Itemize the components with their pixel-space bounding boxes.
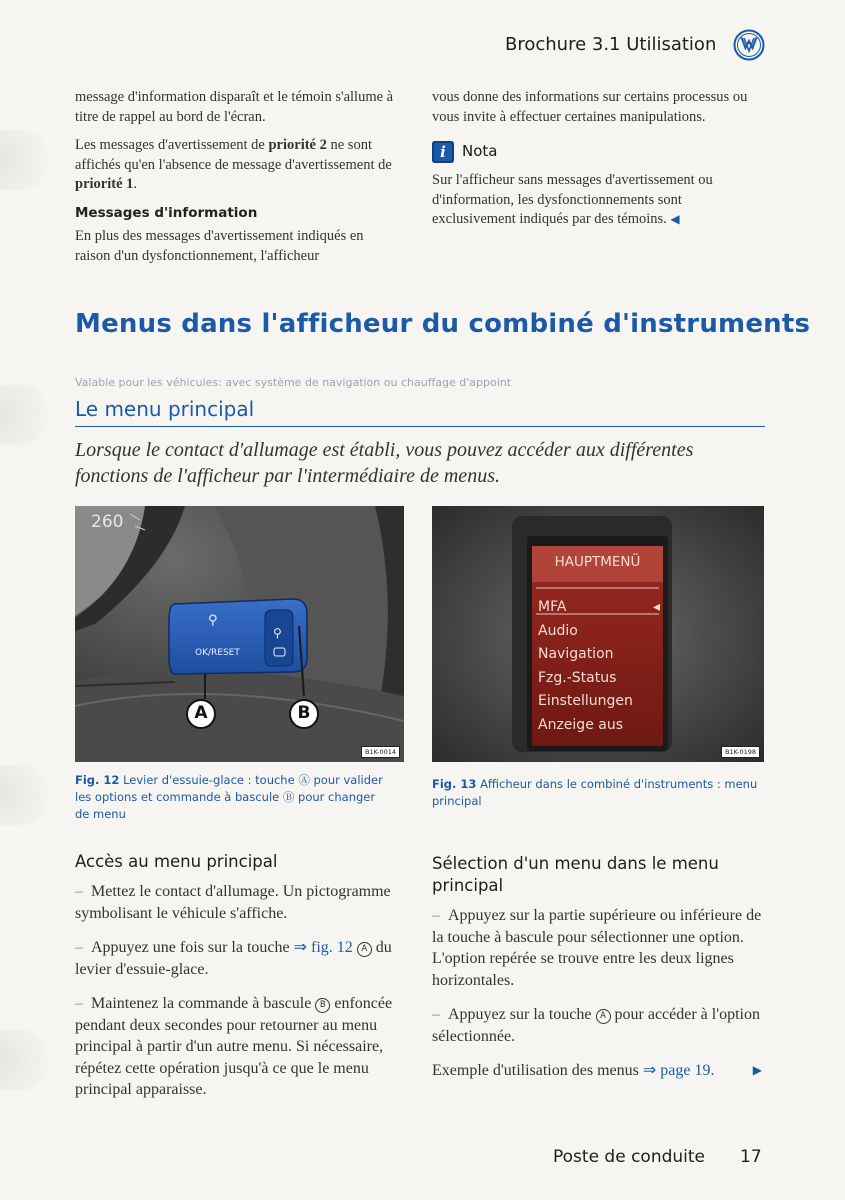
callout-a: A [186,699,216,729]
ok-reset-label: OK/RESET [195,648,240,658]
menu-item: Audio [538,622,578,639]
end-marker-icon: ◀ [670,212,680,226]
page-edge-shade [0,385,48,445]
step-text: du levier d'essuie-glace. [75,939,392,978]
figure-12 [75,506,404,762]
figure-12-caption [75,772,393,823]
divider [75,426,765,427]
button-a-icon: A [596,1009,611,1024]
step-text: Maintenez la commande à bascule [91,995,316,1012]
page-edge-shade [0,1030,48,1090]
subsection-title: Le menu principal [75,397,255,421]
step: – Appuyez une fois sur la touche ⇒ fig. 12 A du levier d'essuie-glace. [75,939,392,978]
step-text: Appuyez une fois sur la touche [91,939,294,956]
footer-title: Poste de conduite [553,1147,706,1167]
text: Les messages d'avertissement de [75,137,269,153]
section-heading: Accès au menu principal [75,852,278,871]
acces-section [75,851,405,1114]
selection-arrow-icon: ◂ [652,599,660,615]
intro-text: Lorsque le contact d'allumage est établi, vous pouvez accéder aux différentes fonctions de l'afficheur par l'intermédiaire de menus. [75,439,694,487]
menu-item: Navigation [538,646,614,662]
button-a-icon: A [357,942,372,957]
vw-logo-icon [733,29,765,61]
menu-item: Fzg.-Status [538,669,617,686]
caption-text: Levier d'essuie-glace : touche Ⓐ pour valider les options et commande à bascule Ⓑ pour changer de menu [75,773,383,821]
caption-number: Fig. 12 [75,773,120,787]
note-text: Exemple d'utilisation des menus [432,1062,643,1079]
example-note [432,1060,762,1082]
text: ne sont affichés qu'en l'absence de message d'avertissement de [75,137,392,173]
step: – Maintenez la commande à bascule B enfoncée pendant deux secondes pour retourner au menu principal à partir d'un autre menu. Si nécessaire, répétez cette opération jusqu'à ce que le menu principal apparaisse. [75,995,393,1098]
caption-text: Afficheur dans le combiné d'instruments : menu principal [432,777,758,808]
step-text: enfoncée pendant deux secondes pour retourner au menu principal à partir d'un autre menu. Si nécessaire, répétez cette opération jusqu'à ce que le menu principal apparaisse. [75,995,393,1098]
menu-list [538,596,660,737]
info-icon: i [432,141,454,163]
figure-code: B1K-0014 [361,746,400,758]
step-text: Appuyez sur la partie supérieure ou inférieure de la touche à bascule pour sélectionner une option. L'option repérée se trouve entre les deux lignes horizontales. [432,907,762,989]
step-text: Appuyez sur la touche [448,1006,596,1023]
paragraph: vous donne des informations sur certains processus ou vous invite à effectuer certaines manipulations. [432,89,748,125]
nota-header [432,141,764,163]
menu-item: Einstellungen [538,693,633,709]
bold-text: priorité 1 [75,176,134,192]
step: – Appuyez sur la touche A pour accéder à l'option sélectionnée. [432,1006,760,1045]
menu-item-selected [538,596,660,620]
page-edge-shade [0,765,48,825]
figure-13-caption [432,776,762,810]
paragraph [75,136,395,195]
figure-13 [432,506,764,762]
speed-label: 260 [91,512,124,532]
header-title: Brochure 3.1 Utilisation [505,34,717,55]
page-link[interactable]: ⇒ page 19. [642,1062,715,1079]
page-edge-shade [0,130,48,190]
menu-item-label: MFA [538,599,567,615]
button-b-icon: B [315,998,330,1013]
validity-note: Valable pour les véhicules: avec système de navigation ou chauffage d'appoint [75,376,512,389]
paragraph: En plus des messages d'avertissement indiqués en raison d'un dysfonctionnement, l'afficheur [75,228,364,264]
callout-b: B [289,699,319,729]
nota-label: Nota [462,142,498,161]
continue-marker-icon: ▶ [752,1063,762,1077]
figure-link[interactable]: ⇒ fig. 12 [293,939,353,956]
step-text: Mettez le contact d'allumage. Un pictogramme symbolisant le véhicule s'affiche. [75,883,391,922]
menu-item: Anzeige aus [538,716,623,733]
section-heading: Sélection d'un menu dans le menu principal [432,854,719,895]
menu-header: HAUPTMENÜ [554,554,641,570]
svg-text:⚲: ⚲ [273,626,282,640]
nota-text [432,171,764,230]
top-left-column [75,88,395,275]
text: Sur l'afficheur sans messages d'avertissement ou d'information, les dysfonctionnements sont exclusivement indiqués par des témoins. [432,172,713,227]
bold-text: priorité 2 [268,137,327,153]
svg-text:⚲: ⚲ [208,613,218,628]
paragraph: message d'information disparaît et le témoin s'allume à titre de rappel au bord de l'écran. [75,89,394,125]
text: . [133,176,138,192]
selection-section [432,853,762,1095]
section-title: Menus dans l'afficheur du combiné d'instruments [75,309,811,339]
subheading: Messages d'information [75,204,258,221]
caption-number: Fig. 13 [432,777,477,791]
page-number: 17 [740,1147,762,1167]
step: – Appuyez sur la partie supérieure ou inférieure de la touche à bascule pour sélectionner une option. L'option repérée se trouve entre les deux lignes horizontales. [432,907,762,989]
figure-code: B1K-0198 [721,746,760,758]
step-text: pour accéder à l'option sélectionnée. [432,1006,760,1045]
step: – Mettez le contact d'allumage. Un pictogramme symbolisant le véhicule s'affiche. [75,883,391,922]
top-right-column [432,88,764,239]
